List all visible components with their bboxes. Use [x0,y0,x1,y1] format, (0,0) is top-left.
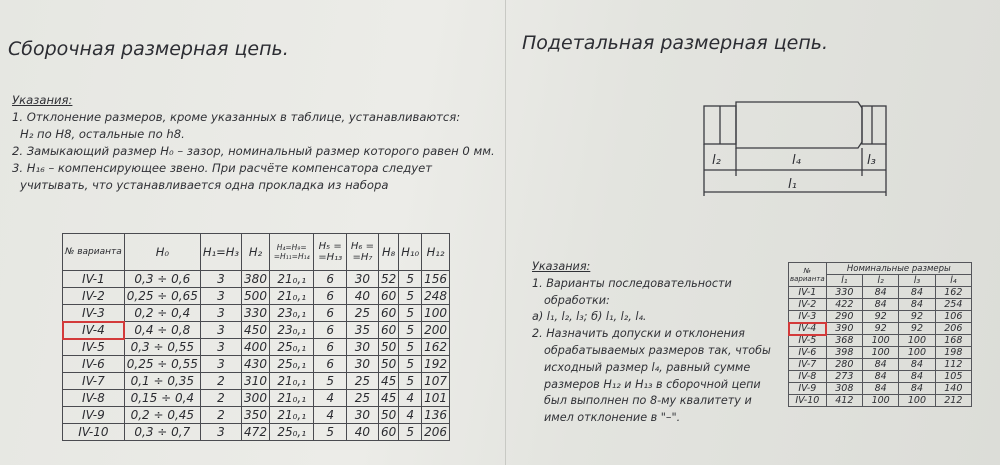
detail-table-row [789,383,972,395]
assembly-table-cell: 100 [422,305,450,322]
right-instruction-line: а) l₁, l₂, l₃; б) l₁, l₂, l₄. [532,310,647,324]
detail-table-cell: 308 [826,383,862,395]
detail-table-cell: IV-8 [789,371,827,383]
detail-table-cell: 100 [862,335,898,347]
detail-table-cell: 106 [935,311,971,323]
detail-table-cell: 84 [899,359,935,371]
assembly-table-cell: 50 [378,407,398,424]
assembly-table-cell: 500 [242,288,270,305]
assembly-table-cell: 4 [399,407,422,424]
detail-table-cell: 412 [826,395,862,407]
assembly-table-cell: 3 [200,322,241,339]
header-h6: H₆ = =H₇ [346,234,378,271]
assembly-table-cell: 25₀,₁ [269,356,313,373]
header-h12: H₁₂ [422,234,450,271]
assembly-table-cell: 206 [422,424,450,441]
detail-header-variant: № варианта [789,263,827,287]
detail-header-l3: l₃ [899,275,935,287]
assembly-table-cell: IV-2 [63,288,125,305]
detail-table-cell: 84 [862,383,898,395]
assembly-table-cell: 5 [399,288,422,305]
assembly-table-row [63,288,450,305]
right-instructions-heading: Указания: [532,260,591,273]
assembly-table-cell: 0,2 ÷ 0,4 [124,305,200,322]
detail-table-cell: IV-4 [789,323,827,335]
assembly-table-cell: 25₀,₁ [269,339,313,356]
assembly-table-cell: 310 [242,373,270,390]
detail-table-cell: IV-5 [789,335,827,347]
header-h8: H₈ [378,234,398,271]
assembly-table-cell: 6 [314,322,346,339]
assembly-table-cell: IV-7 [63,373,125,390]
detail-table-cell: 198 [935,347,971,359]
assembly-table-cell: 0,1 ÷ 0,35 [124,373,200,390]
assembly-table-cell: 5 [399,271,422,288]
label-l1: l₁ [788,177,797,192]
assembly-table-cell: 450 [242,322,270,339]
assembly-table-cell: 101 [422,390,450,407]
shaft-right-step [862,106,886,144]
assembly-table-cell: 5 [399,373,422,390]
header-h0: H₀ [124,234,200,271]
assembly-table-cell: 350 [242,407,270,424]
detail-header-group: Номинальные размеры [826,263,971,275]
assembly-table-cell: 6 [314,271,346,288]
assembly-table-cell: 2 [200,407,241,424]
assembly-table-cell: 162 [422,339,450,356]
detail-table-cell: 84 [899,371,935,383]
detail-table-cell: 280 [826,359,862,371]
assembly-table-cell: 21₀,₁ [269,373,313,390]
assembly-table-cell: 6 [314,288,346,305]
header-h2: H₂ [242,234,270,271]
detail-table-cell: IV-6 [789,347,827,359]
detail-table-header-row [789,263,972,275]
detail-table-cell: 100 [862,347,898,359]
detail-header-l1: l₁ [826,275,862,287]
assembly-table-cell: 30 [346,271,378,288]
assembly-table-cell: IV-3 [63,305,125,322]
assembly-table-cell: 23₀,₁ [269,305,313,322]
assembly-table-cell: 0,3 ÷ 0,6 [124,271,200,288]
assembly-table-cell: 52 [378,271,398,288]
assembly-table-cell: 50 [378,339,398,356]
header-h10: H₁₀ [399,234,422,271]
assembly-table-cell: 6 [314,356,346,373]
right-instruction-line: был выполнен по 8-му квалитету и [544,394,752,408]
assembly-table-cell: 5 [399,424,422,441]
assembly-table-cell: 50 [378,356,398,373]
header-variant: № варианта [63,234,125,271]
assembly-table-cell: IV-10 [63,424,125,441]
assembly-table-cell: IV-4 [63,322,125,339]
assembly-table-row [63,390,450,407]
shaft-diagram [690,92,900,204]
assembly-table-cell: 192 [422,356,450,373]
assembly-table-cell: 400 [242,339,270,356]
right-instruction-line: размеров H₁₂ и H₁₃ в сборочной цепи [544,377,761,391]
assembly-table-cell: 3 [200,288,241,305]
right-instructions [532,259,771,427]
assembly-table-cell: 5 [399,305,422,322]
assembly-table-cell: 21₀,₁ [269,407,313,424]
assembly-table-cell: 2 [200,373,241,390]
assembly-table [62,233,450,441]
assembly-table-cell: 0,15 ÷ 0,4 [124,390,200,407]
assembly-table-cell: 330 [242,305,270,322]
assembly-table-cell: 25₀,₁ [269,424,313,441]
assembly-table-cell: 23₀,₁ [269,322,313,339]
detail-table-cell: 254 [935,299,971,311]
panel-seam [505,0,506,465]
left-instruction-line: H₂ по H8, остальные по h8. [20,127,185,141]
assembly-table-cell: 5 [314,373,346,390]
left-instructions-heading: Указания: [12,93,73,107]
detail-table-row [789,311,972,323]
assembly-table-cell: 45 [378,390,398,407]
header-h4: H₄=H₉= =H₁₁=H₁₄ [269,234,313,271]
assembly-table-cell: 3 [200,339,241,356]
left-instruction-line: 1. Отклонение размеров, кроме указанных в таблице, устанавливаются: [12,110,461,124]
assembly-table-cell: IV-9 [63,407,125,424]
assembly-table-cell: 21₀,₁ [269,271,313,288]
assembly-table-row [63,322,450,339]
assembly-table-cell: 3 [200,271,241,288]
assembly-table-cell: 60 [378,305,398,322]
assembly-table-cell: 5 [399,339,422,356]
assembly-table-cell: IV-6 [63,356,125,373]
assembly-table-cell: 3 [200,305,241,322]
detail-table-cell: 140 [935,383,971,395]
detail-table-cell: 100 [862,395,898,407]
assembly-table-cell: 4 [399,390,422,407]
detail-table-cell: 330 [826,287,862,299]
detail-table-row [789,359,972,371]
right-instruction-line: исходный размер l₄, равный сумме [544,360,751,374]
assembly-table-row [63,305,450,322]
assembly-table-cell: 30 [346,339,378,356]
assembly-table-header [63,234,450,271]
right-instruction-line: имел отклонение в "–". [544,411,681,425]
assembly-table-cell: 2 [200,390,241,407]
detail-table-cell: 92 [862,323,898,335]
assembly-table-cell: 4 [314,407,346,424]
assembly-table-cell: 35 [346,322,378,339]
assembly-table-cell: 156 [422,271,450,288]
assembly-table-row [63,373,450,390]
right-title: Подетальная размерная цепь. [522,32,829,54]
assembly-table-cell: 30 [346,356,378,373]
assembly-table-row [63,339,450,356]
assembly-table-cell: 430 [242,356,270,373]
label-l2: l₂ [712,153,721,168]
header-h5: H₅ = =H₁₃ [314,234,346,271]
detail-table-cell: IV-10 [789,395,827,407]
detail-table-cell: 162 [935,287,971,299]
detail-table-cell: 368 [826,335,862,347]
assembly-table-cell: 300 [242,390,270,407]
detail-table-cell: IV-2 [789,299,827,311]
assembly-table-cell: 0,3 ÷ 0,7 [124,424,200,441]
assembly-table-cell: 6 [314,339,346,356]
detail-header-l2: l₂ [862,275,898,287]
left-instruction-line: учитывать, что устанавливается одна прокладка из набора [20,178,389,192]
assembly-table-cell: 200 [422,322,450,339]
detail-table-cell: IV-1 [789,287,827,299]
detail-table-cell: 290 [826,311,862,323]
assembly-table-cell: IV-8 [63,390,125,407]
detail-table-cell: 84 [862,287,898,299]
label-l4: l₄ [792,153,801,168]
detail-table-cell: 84 [862,359,898,371]
detail-table-cell: 84 [899,383,935,395]
detail-table-cell: 92 [862,311,898,323]
assembly-table-cell: 4 [314,390,346,407]
detail-table-cell: 100 [899,335,935,347]
detail-header-l4: l₄ [935,275,971,287]
detail-table-row [789,347,972,359]
assembly-table-cell: 3 [200,424,241,441]
assembly-table-cell: 3 [200,356,241,373]
assembly-table-cell: 21₀,₁ [269,288,313,305]
assembly-table-cell: 25 [346,390,378,407]
assembly-table-cell: 60 [378,424,398,441]
detail-table-cell: 212 [935,395,971,407]
assembly-table-cell: 107 [422,373,450,390]
detail-table-cell: 206 [935,323,971,335]
shaft-body [736,102,862,148]
detail-table-row [789,395,972,407]
detail-table-cell: 84 [862,299,898,311]
detail-table-row [789,299,972,311]
detail-table-cell: 390 [826,323,862,335]
left-instruction-line: 2. Замыкающий размер H₀ – зазор, номинальный размер которого равен 0 мм. [12,144,495,158]
left-instruction-line: 3. H₁₆ – компенсирующее звено. При расчёте компенсатора следует [12,161,432,175]
assembly-table-cell: IV-1 [63,271,125,288]
detail-table-cell: 100 [899,395,935,407]
assembly-table-cell: 40 [346,288,378,305]
detail-table-cell: 422 [826,299,862,311]
detail-table-cell: IV-7 [789,359,827,371]
assembly-table-cell: 0,3 ÷ 0,55 [124,339,200,356]
detail-table [788,262,972,407]
detail-table-row [789,287,972,299]
right-instruction-line: обрабатываемых размеров так, чтобы [544,343,771,357]
assembly-table-row [63,424,450,441]
detail-table-cell: 168 [935,335,971,347]
label-l3: l₃ [867,153,876,168]
detail-table-body [789,287,972,407]
assembly-table-cell: 0,25 ÷ 0,65 [124,288,200,305]
detail-table-cell: 105 [935,371,971,383]
left-instructions [12,92,495,194]
assembly-table-cell: 5 [314,424,346,441]
detail-table-cell: 398 [826,347,862,359]
detail-table-cell: 100 [899,347,935,359]
detail-table-cell: IV-3 [789,311,827,323]
assembly-table-cell: 0,4 ÷ 0,8 [124,322,200,339]
detail-table-cell: 84 [899,299,935,311]
assembly-table-row [63,356,450,373]
assembly-table-cell: 136 [422,407,450,424]
assembly-table-body [63,271,450,441]
assembly-table-cell: 60 [378,322,398,339]
assembly-table-row [63,271,450,288]
assembly-table-cell: 472 [242,424,270,441]
assembly-table-cell: 40 [346,424,378,441]
detail-table-cell: 84 [899,287,935,299]
detail-table-cell: 84 [862,371,898,383]
header-h1-h3: H₁=H₃ [200,234,241,271]
assembly-table-cell: 45 [378,373,398,390]
left-title: Сборочная размерная цепь. [8,38,289,60]
assembly-table-cell: 25 [346,305,378,322]
assembly-table-cell: IV-5 [63,339,125,356]
assembly-table-cell: 60 [378,288,398,305]
right-instruction-line: 2. Назначить допуски и отклонения [532,327,745,341]
detail-table-cell: 92 [899,311,935,323]
assembly-table-cell: 248 [422,288,450,305]
assembly-table-row [63,407,450,424]
detail-table-row [789,371,972,383]
assembly-table-cell: 21₀,₁ [269,390,313,407]
detail-table-row [789,335,972,347]
assembly-table-cell: 380 [242,271,270,288]
assembly-table-cell: 0,25 ÷ 0,55 [124,356,200,373]
assembly-table-cell: 30 [346,407,378,424]
assembly-table-cell: 5 [399,356,422,373]
detail-table-cell: 92 [899,323,935,335]
assembly-table-cell: 25 [346,373,378,390]
assembly-table-cell: 6 [314,305,346,322]
detail-table-row [789,323,972,335]
detail-table-cell: 112 [935,359,971,371]
detail-table-cell: IV-9 [789,383,827,395]
assembly-table-cell: 0,2 ÷ 0,45 [124,407,200,424]
right-instruction-line: обработки: [544,293,610,307]
right-instruction-line: 1. Варианты последовательности [532,276,732,290]
assembly-table-cell: 5 [399,322,422,339]
detail-table-cell: 273 [826,371,862,383]
